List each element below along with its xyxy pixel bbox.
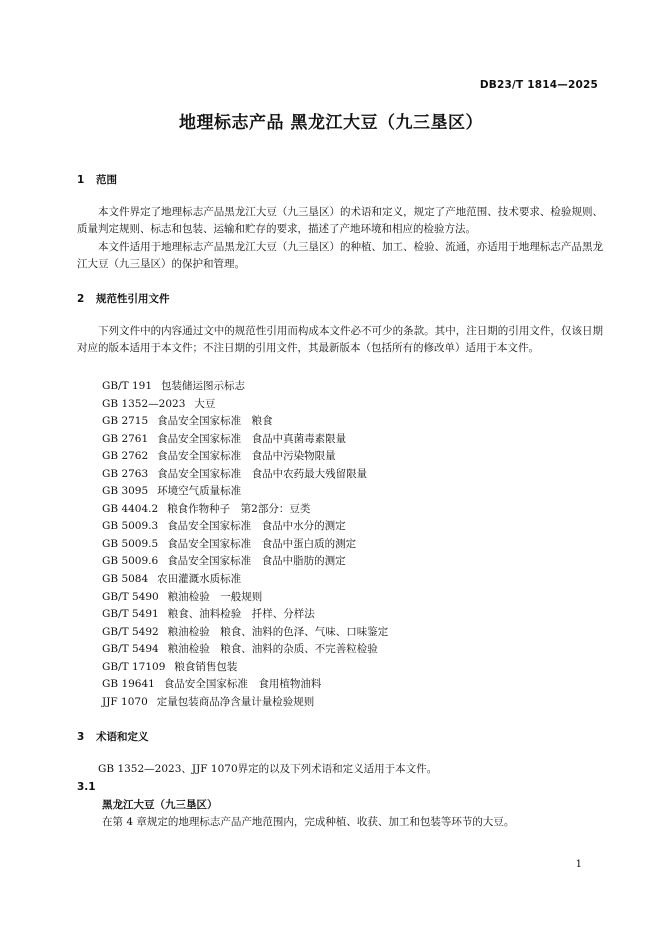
reference-name: 食品安全国家标准 食品中农药最大残留限量 [157,467,368,480]
term-name: 黑龙江大豆（九三垦区） [102,799,218,811]
reference-code: GB 1352—2023 [102,397,186,410]
reference-code: GB 19641 [102,678,155,691]
reference-code: GB/T 17109 [102,660,166,673]
reference-item [102,378,388,396]
reference-item [102,694,388,712]
reference-name: 定量包装商品净含量计量检验规则 [156,695,315,708]
reference-name: 粮油检验 一般规则 [167,590,263,603]
reference-item [102,413,388,431]
reference-code: GB 3095 [102,485,149,498]
reference-item [102,431,388,449]
reference-item [102,624,388,642]
reference-name: 食品安全国家标准 食品中脂肪的测定 [167,555,346,568]
reference-item [102,641,388,659]
reference-item [102,396,388,414]
terms-intro-paragraph: GB 1352—2023、JJF 1070界定的以及下列术语和定义适用于本文件。 [98,763,438,775]
section-1-title: 范围 [96,174,117,186]
reference-item [102,676,388,694]
reference-item [102,606,388,624]
reference-item [102,571,388,589]
reference-item [102,589,388,607]
reference-name: 粮油检验 粮食、油料的杂质、不完善粒检验 [167,643,378,656]
section-1-heading [77,172,117,187]
section-3-number: 3 [77,731,85,743]
section-1-number: 1 [77,174,85,186]
reference-item [102,501,388,519]
section-3-heading [77,729,149,744]
reference-code: GB/T 5494 [102,643,159,656]
reference-code: JJF 1070 [102,695,148,708]
reference-item [102,518,388,536]
reference-name: 粮食销售包装 [174,660,238,673]
reference-name: 食品安全国家标准 食用植物油料 [163,678,322,691]
reference-code: GB 2715 [102,415,149,428]
clause-number: 3.1 [77,781,96,793]
references-intro-paragraph: 下列文件中的内容通过文中的规范性引用而构成本文件必不可少的条款。其中，注日期的引用文件，仅该日期对应的版本适用于本文件；不注日期的引用文件，其最新版本（包括所有的修改单）适用于本文件。 [77,325,603,354]
reference-code: GB 5009.5 [102,537,159,550]
reference-code: GB 5009.6 [102,555,159,568]
reference-item [102,536,388,554]
reference-name: 农田灌溉水质标准 [157,573,242,586]
reference-name: 食品安全国家标准 食品中蛋白质的测定 [167,537,357,550]
reference-name: 包装储运图示标志 [161,380,246,392]
section-2-number: 2 [77,293,85,305]
reference-item [102,553,388,571]
reference-code: GB/T 5492 [102,625,159,638]
reference-item [102,448,388,466]
reference-name: 粮食作物种子 第2部分：豆类 [167,502,311,515]
scope-paragraph-1: 本文件界定了地理标志产品黑龙江大豆（九三垦区）的术语和定义，规定了产地范围、技术要求、检验规则、质量判定规则、标志和包装、运输和贮存的要求，描述了产地环境和相应的检验方法。 [77,206,603,235]
reference-code: GB 5084 [102,573,149,586]
reference-code: GB/T 5490 [102,590,159,603]
reference-name: 粮油检验 粮食、油料的色泽、气味、口味鉴定 [167,625,389,638]
normative-references-list [102,378,388,711]
reference-name: 食品安全国家标准 粮食 [157,415,273,428]
reference-item [102,483,388,501]
reference-code: GB/T 191 [102,380,153,392]
standard-code: DB23/T 1814—2025 [479,79,598,91]
reference-code: GB 2761 [102,432,149,445]
reference-code: GB 2762 [102,450,149,463]
reference-code: GB 5009.3 [102,520,159,533]
reference-item [102,659,388,677]
term-definition: 在第 4 章规定的地理标志产品产地范围内，完成种植、收获、加工和包装等环节的大豆。 [102,816,515,828]
page-number: 1 [575,859,582,870]
reference-code: GB/T 5491 [102,608,159,621]
reference-code: GB 2763 [102,467,149,480]
document-title: 地理标志产品 黑龙江大豆（九三垦区） [179,113,483,133]
section-3-title: 术语和定义 [96,731,149,743]
reference-name: 食品安全国家标准 食品中水分的测定 [167,520,346,533]
reference-item [102,466,388,484]
reference-name: 食品安全国家标准 食品中污染物限量 [157,450,336,463]
reference-name: 大豆 [194,397,216,410]
section-2-heading [77,291,170,306]
reference-code: GB 4404.2 [102,502,159,515]
reference-name: 环境空气质量标准 [157,485,242,498]
reference-name: 粮食、油料检验 扦样、分样法 [167,608,315,621]
section-2-title: 规范性引用文件 [96,293,170,305]
reference-name: 食品安全国家标准 食品中真菌毒素限量 [157,432,347,445]
scope-paragraph-2: 本文件适用于地理标志产品黑龙江大豆（九三垦区）的种植、加工、检验、流通，亦适用于地理标志产品黑龙江大豆（九三垦区）的保护和管理。 [77,241,603,270]
